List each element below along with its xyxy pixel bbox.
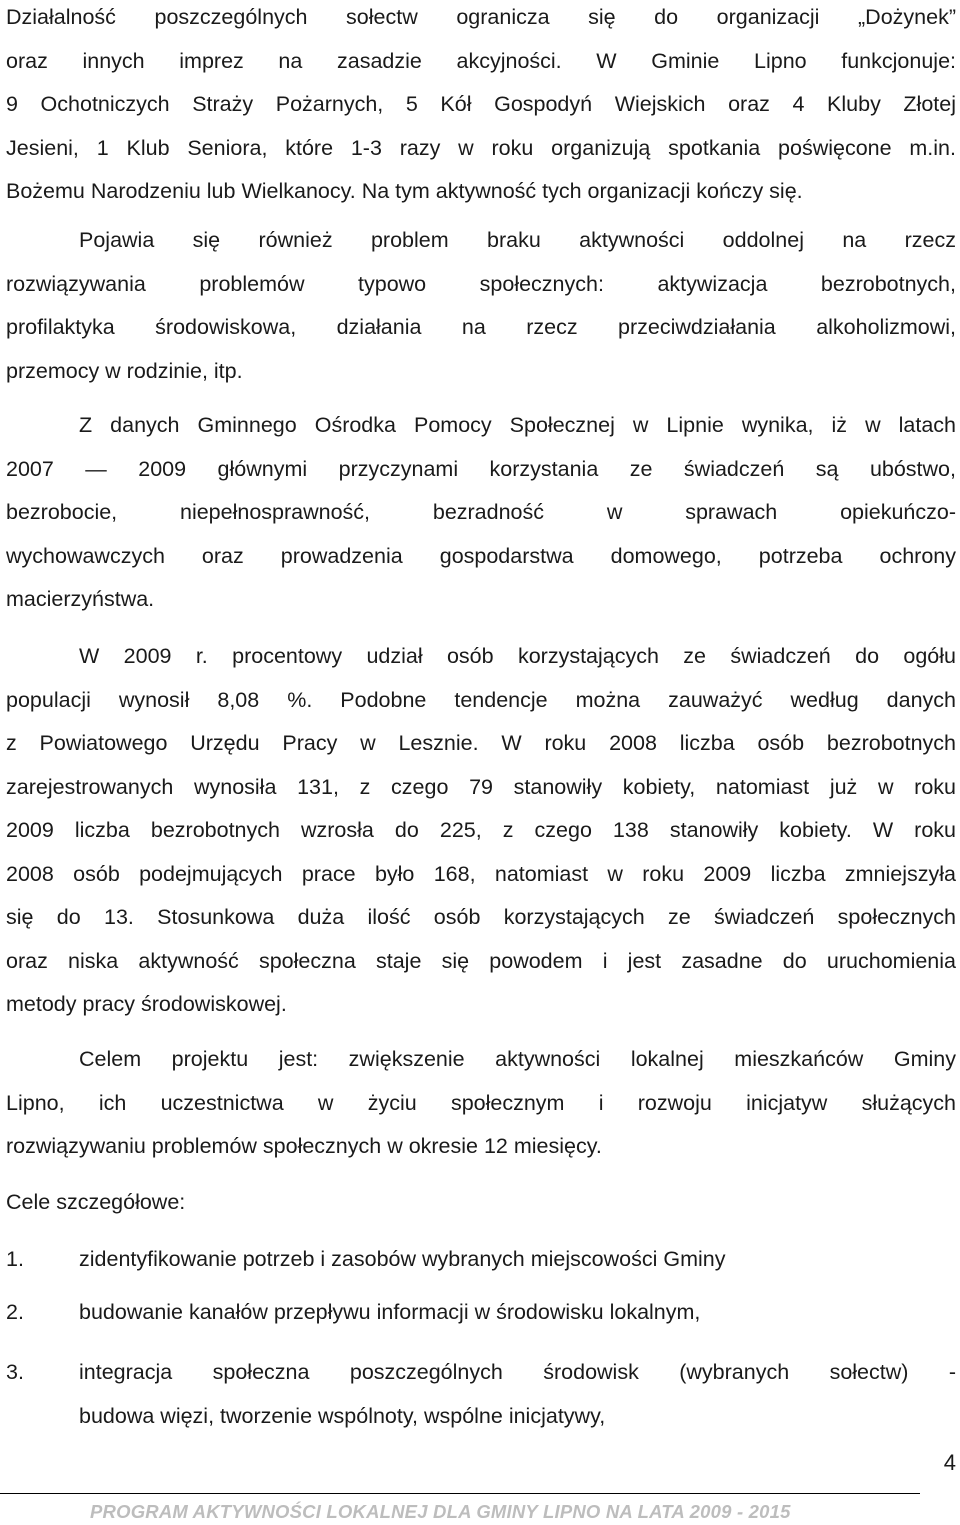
footer-title: PROGRAM AKTYWNOŚCI LOKALNEJ DLA GMINY LIPNO NA LATA 2009 - 2015: [90, 1501, 791, 1522]
text-line: macierzyństwa.: [6, 587, 155, 611]
paragraph-statistics: [6, 635, 956, 1027]
text-line: Bożemu Narodzeniu lub Wielkanocy. Na tym aktywność tych organizacji kończy się.: [6, 179, 803, 203]
text-line: budowanie kanałów przepływu informacji w środowisku lokalnym,: [79, 1300, 701, 1324]
list-number: 1.: [6, 1247, 24, 1271]
text-line: Celem projektu jest: zwiększenie aktywności lokalnej mieszkańców Gminy: [79, 1047, 956, 1071]
text-line: 2009 liczba bezrobotnych wzrosła do 225, z czego 138 stanowiły kobiety. W roku: [6, 818, 956, 842]
text-line: rozwiązywaniu problemów społecznych w okresie 12 miesięcy.: [6, 1134, 602, 1158]
text-line: 2008 osób podejmujących prace było 168, natomiast w roku 2009 liczba zmniejszyła: [6, 861, 956, 886]
list-text: [79, 1291, 956, 1335]
paragraph-organizations: [6, 0, 956, 214]
text-line: budowa więzi, tworzenie wspólnoty, wspólne inicjatywy,: [79, 1403, 606, 1428]
text-line: 2007 — 2009 głównymi przyczynami korzystania ze świadczeń są ubóstwo,: [6, 456, 956, 481]
text-line: rozwiązywania problemów typowo społecznych: aktywizacja bezrobotnych,: [6, 271, 956, 296]
list-item: [6, 1238, 956, 1282]
text-line: metody pracy środowiskowej.: [6, 992, 287, 1016]
paragraph-gops-data: [6, 404, 956, 622]
text-line: z Powiatowego Urzędu Pracy w Lesznie. W roku 2008 liczba osób bezrobotnych: [6, 731, 956, 755]
text-line: się do 13. Stosunkowa duża ilość osób korzystających ze świadczeń społecznych: [6, 905, 956, 929]
text-line: oraz niska aktywność społeczna staje się powodem i jest zasadne do uruchomienia: [6, 948, 956, 973]
list-number: 2.: [6, 1300, 24, 1324]
text-line: populacji wynosił 8,08 %. Podobne tendencje można zauważyć według danych: [6, 687, 956, 712]
goals-heading: [6, 1181, 956, 1225]
paragraph-activity-problem: [6, 219, 956, 393]
text-line: Działalność poszczególnych sołectw ogranicza się do organizacji „Dożynek”: [6, 5, 956, 29]
text-line: integracja społeczna poszczególnych środowisk (wybranych sołectw) -: [79, 1360, 956, 1384]
text-line: zarejestrowanych wynosiła 131, z czego 79 stanowiły kobiety, natomiast już w roku: [6, 774, 956, 799]
page-number: 4: [943, 1450, 956, 1475]
goals-heading-text: Cele szczegółowe:: [6, 1190, 186, 1214]
list-text: [79, 1351, 956, 1438]
text-line: Pojawia się również problem braku aktywności oddolnej na rzecz: [79, 228, 956, 252]
text-line: Jesieni, 1 Klub Seniora, które 1-3 razy w roku organizują spotkania poświęcone m.in.: [6, 135, 956, 160]
text-line: przemocy w rodzinie, itp.: [6, 358, 243, 383]
text-line: profilaktyka środowiskowa, działania na rzecz przeciwdziałania alkoholizmowi,: [6, 315, 956, 339]
paragraph-project-goal: [6, 1038, 956, 1169]
text-line: zidentyfikowanie potrzeb i zasobów wybranych miejscowości Gminy: [79, 1247, 726, 1271]
text-line: bezrobocie, niepełnosprawność, bezradność w sprawach opiekuńczo-: [6, 500, 956, 524]
text-line: oraz innych imprez na zasadzie akcyjności. W Gminie Lipno funkcjonuje:: [6, 48, 956, 73]
text-line: Lipno, ich uczestnictwa w życiu społecznym i rozwoju inicjatyw służących: [6, 1090, 956, 1115]
footer-divider: [0, 1493, 920, 1494]
list-item: [6, 1291, 956, 1335]
text-line: wychowawczych oraz prowadzenia gospodarstwa domowego, potrzeba ochrony: [6, 543, 956, 568]
list-text: [79, 1238, 956, 1282]
text-line: W 2009 r. procentowy udział osób korzystających ze świadczeń do ogółu: [79, 644, 956, 668]
list-item: [6, 1351, 956, 1439]
text-line: 9 Ochotniczych Straży Pożarnych, 5 Kół Gospodyń Wiejskich oraz 4 Kluby Złotej: [6, 92, 956, 116]
text-line: Z danych Gminnego Ośrodka Pomocy Społecznej w Lipnie wynika, iż w latach: [79, 413, 956, 437]
list-number: 3.: [6, 1360, 24, 1384]
